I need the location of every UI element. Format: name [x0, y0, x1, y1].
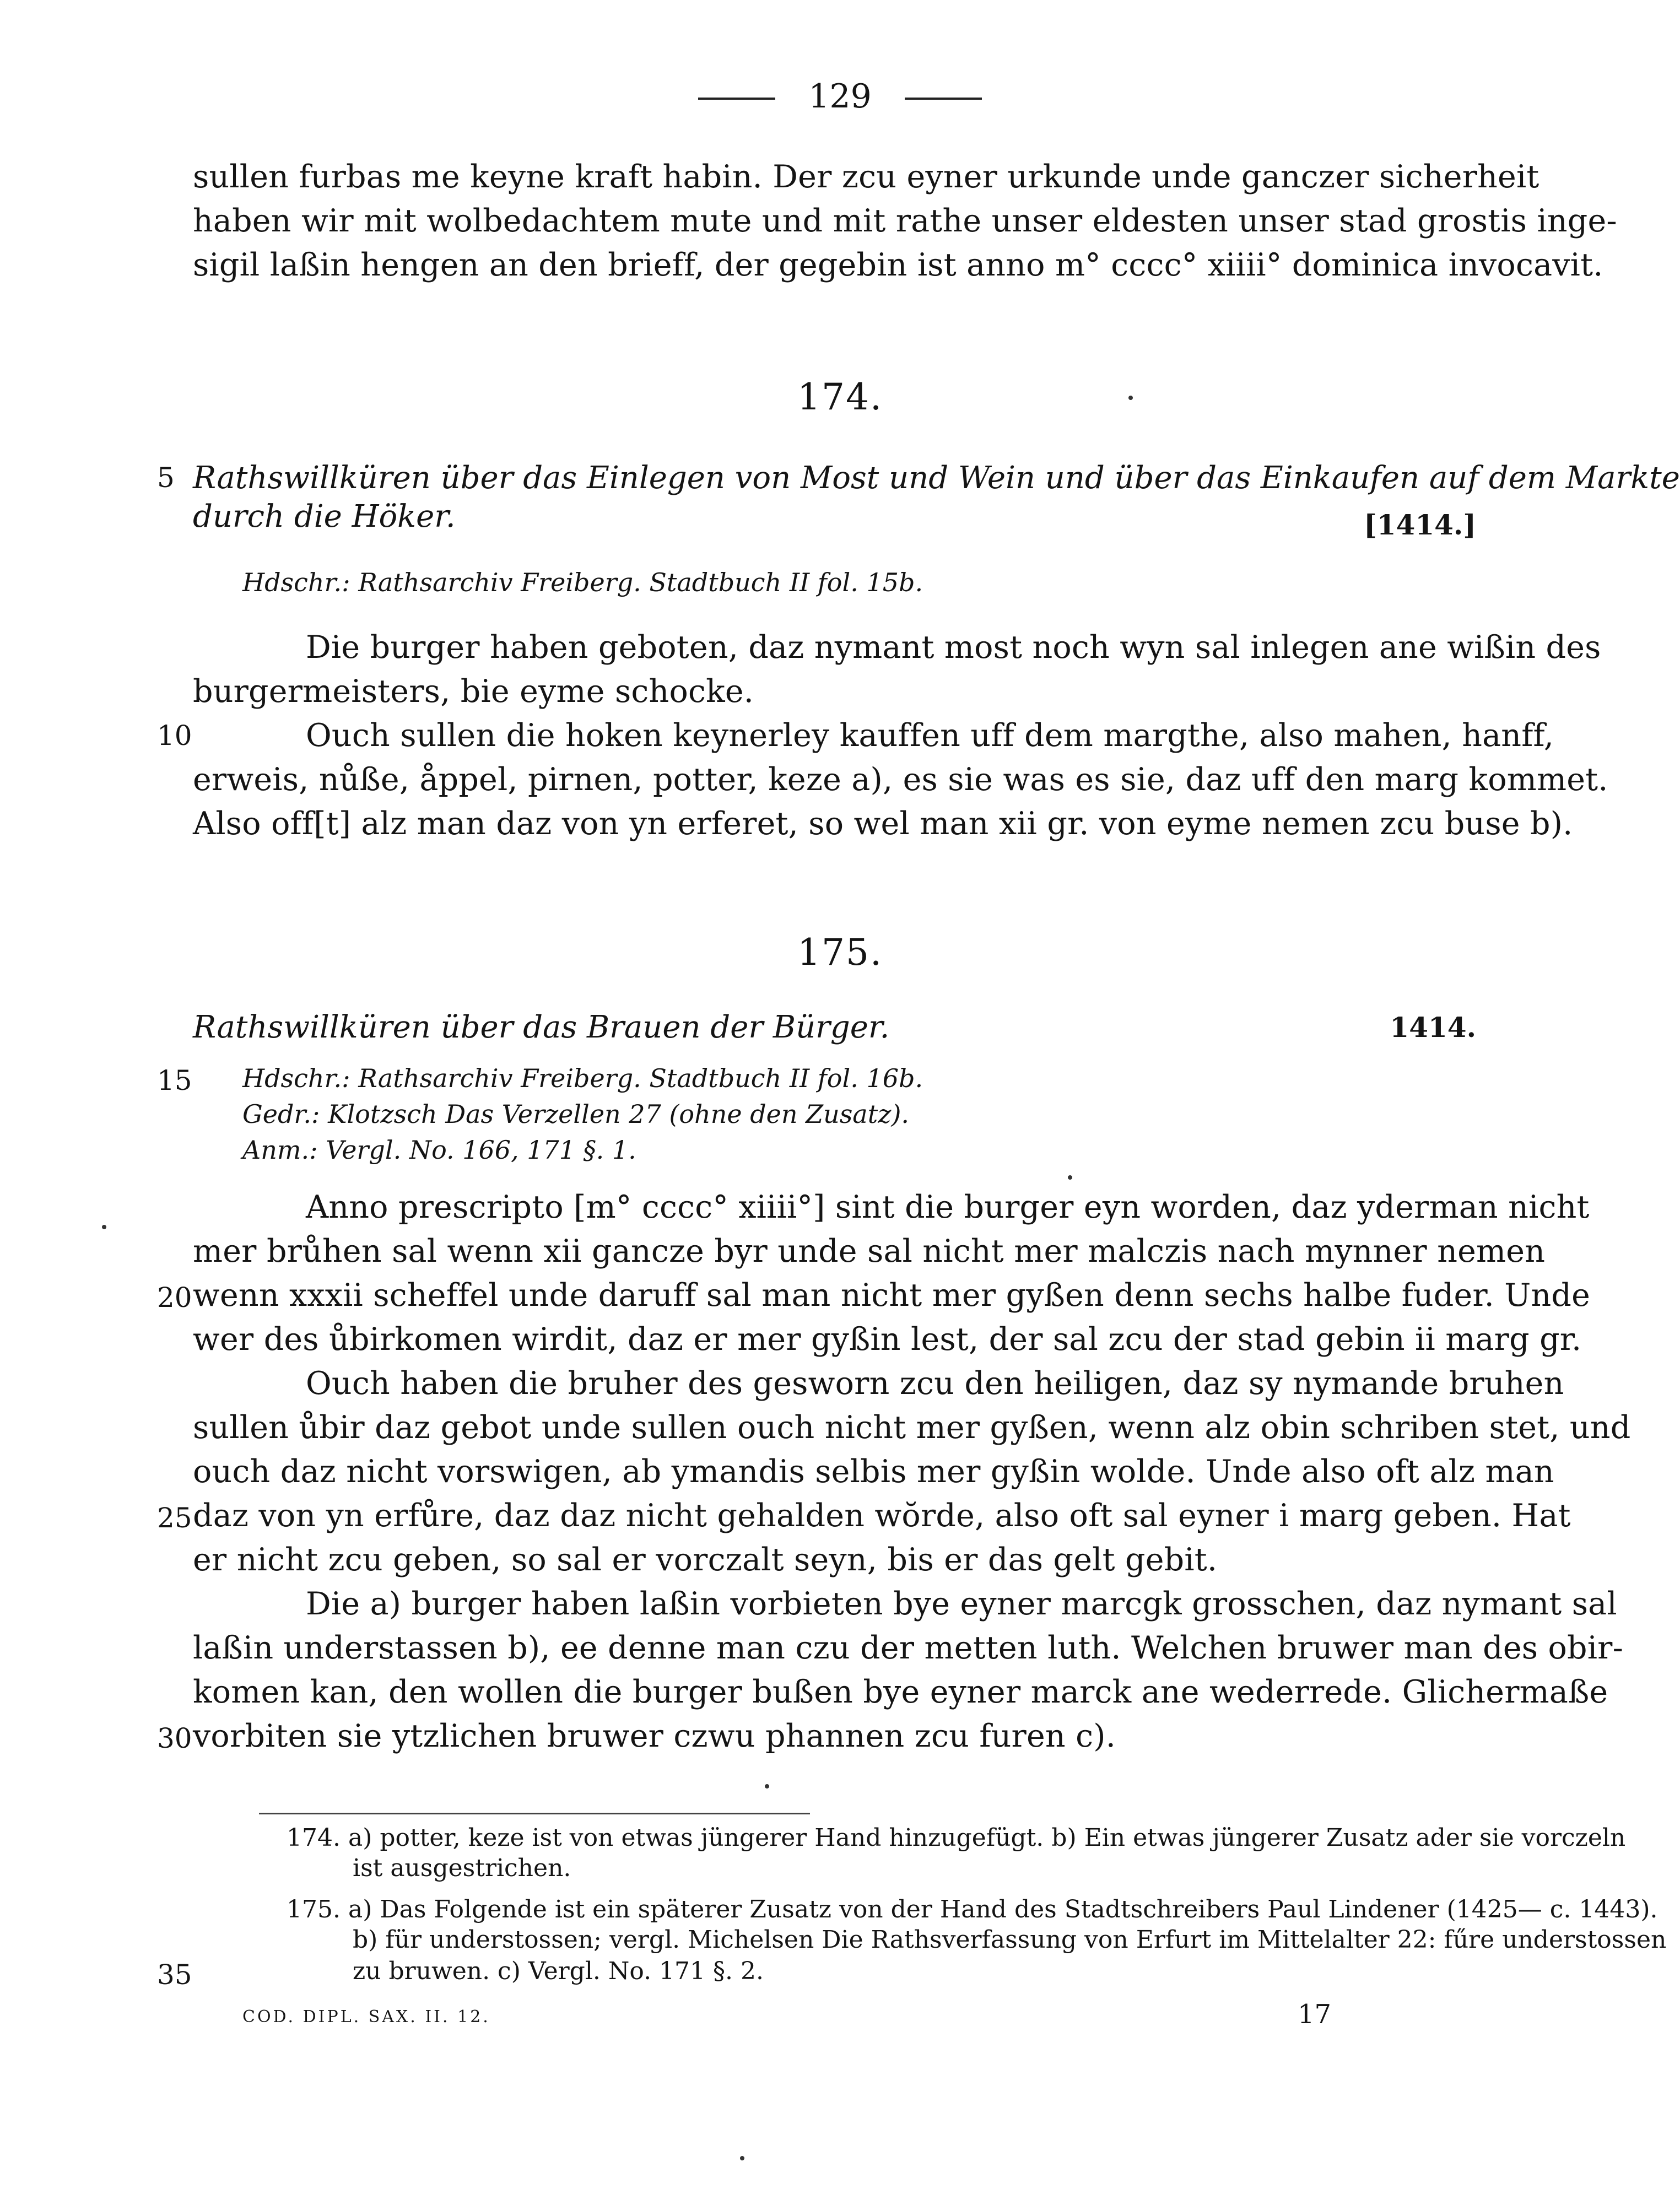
- line-number: 30: [157, 1722, 192, 1754]
- footnote-line: zu bruwen. c) Vergl. No. 171 §. 2.: [353, 1957, 764, 1985]
- scan-speck: [102, 1225, 106, 1229]
- rubric-174-line: durch die Höker.: [193, 499, 456, 534]
- document-number-174: 174.: [797, 376, 883, 418]
- document-number-175: 175.: [797, 931, 883, 974]
- rubric-174-line: Rathswillküren über das Einlegen von Most und Wein und über das Einkaufen auf dem Markte: [193, 460, 1680, 496]
- text-175-line: sullen ůbir daz gebot unde sullen ouch nicht mer gyßen, wenn alz obin schriben stet, und: [193, 1409, 1631, 1446]
- text-175-line: laßin understassen b), ee denne man czu der metten luth. Welchen bruwer man des obir-: [193, 1630, 1624, 1666]
- head-rule-right: [905, 98, 982, 100]
- line-number: 10: [157, 720, 192, 752]
- footnote-line: 174. a) potter, keze ist von etwas jüngerer Hand hinzugefügt. b) Ein etwas jüngerer Zusatz ader sie vorczeln: [287, 1824, 1626, 1852]
- rubric-175: Rathswillküren über das Brauen der Bürger.: [193, 1009, 890, 1045]
- running-head: [0, 77, 1680, 116]
- text-175-line: Ouch haben die bruher des gesworn zcu den heiligen, daz sy nymande bruhen: [306, 1365, 1564, 1402]
- text-174-line: Also off[t] alz man daz von yn erferet, so wel man xii gr. von eyme nemen zcu buse b).: [193, 806, 1573, 842]
- footnote-rule: [259, 1813, 810, 1814]
- page-number: 129: [808, 77, 872, 116]
- sheet-number: 17: [1298, 1999, 1332, 2030]
- scan-speck: [765, 1784, 769, 1788]
- footnote-line: ist ausgestrichen.: [353, 1854, 571, 1882]
- text-174-line: erweis, nůße, åppel, pirnen, potter, keze a), es sie was es sie, daz uff den marg kommet.: [193, 761, 1608, 798]
- source-175-line: Anm.: Vergl. No. 166, 171 §. 1.: [242, 1135, 636, 1165]
- text-175-line: ouch daz nicht vorswigen, ab ymandis selbis mer gyßin wolde. Unde also oft alz man: [193, 1453, 1554, 1490]
- source-175-line: Hdschr.: Rathsarchiv Freiberg. Stadtbuch II fol. 16b.: [242, 1063, 923, 1093]
- text-175-line: wenn xxxii scheffel unde daruff sal man nicht mer gyßen denn sechs halbe fuder. Unde: [193, 1277, 1591, 1314]
- sheet-signature: COD. DIPL. SAX. II. 12.: [242, 2007, 490, 2027]
- text-175-line: Die a) burger haben laßin vorbieten bye eyner marcgk grosschen, daz nymant sal: [306, 1586, 1617, 1622]
- line-number: 25: [157, 1502, 192, 1534]
- text-174-line: Ouch sullen die hoken keynerley kauffen uff dem margthe, also mahen, hanff,: [306, 717, 1554, 754]
- text-174-line: Die burger haben geboten, daz nymant most noch wyn sal inlegen ane wißin des: [306, 629, 1601, 666]
- line-number: 35: [157, 1959, 192, 1991]
- scan-speck: [1128, 396, 1133, 400]
- text-175-line: mer brůhen sal wenn xii gancze byr unde sal nicht mer malczis nach mynner nemen: [193, 1233, 1546, 1269]
- text-175-line: daz von yn erfůre, daz daz nicht gehalden wŏrde, also oft sal eyner i marg geben. Hat: [193, 1498, 1571, 1534]
- line-number: 15: [157, 1065, 192, 1096]
- text-175-line: vorbiten sie ytzlichen bruwer czwu phannen zcu furen c).: [193, 1718, 1116, 1754]
- line-number: 20: [157, 1282, 192, 1314]
- head-rule-left: [698, 98, 775, 100]
- source-174: Hdschr.: Rathsarchiv Freiberg. Stadtbuch II fol. 15b.: [242, 568, 923, 597]
- footnote-line: 175. a) Das Folgende ist ein späterer Zusatz von der Hand des Stadtschreibers Paul Lindener (1425— c. 1443).: [287, 1895, 1658, 1923]
- scan-speck: [740, 2156, 744, 2160]
- text-175-line: komen kan, den wollen die burger bußen bye eyner marck ane wederrede. Glichermaße: [193, 1674, 1608, 1710]
- date-175: 1414.: [1390, 1011, 1476, 1044]
- intro-line: haben wir mit wolbedachtem mute und mit rathe unser eldesten unser stad grostis inge-: [193, 203, 1617, 239]
- text-174-line: burgermeisters, bie eyme schocke.: [193, 673, 754, 710]
- text-175-line: er nicht zcu geben, so sal er vorczalt seyn, bis er das gelt gebit.: [193, 1542, 1218, 1578]
- scan-speck: [1068, 1175, 1072, 1180]
- source-175-line: Gedr.: Klotzsch Das Verzellen 27 (ohne den Zusatz).: [242, 1099, 910, 1129]
- text-175-line: wer des ůbirkomen wirdit, daz er mer gyßin lest, der sal zcu der stad gebin ii marg gr.: [193, 1321, 1582, 1358]
- footnote-line: b) für understossen; vergl. Michelsen Die Rathsverfassung von Erfurt im Mittelalter 22: fűre understossen: [353, 1926, 1667, 1954]
- date-174: [1414.]: [1364, 509, 1476, 541]
- intro-line: sullen furbas me keyne kraft habin. Der zcu eyner urkunde unde ganczer sicherheit: [193, 159, 1539, 195]
- text-175-line: Anno prescripto [m° cccc° xiiii°] sint die burger eyn worden, daz yderman nicht: [306, 1189, 1590, 1225]
- intro-line: sigil laßin hengen an den brieff, der gegebin ist anno m° cccc° xiiii° dominica invocavit.: [193, 247, 1603, 283]
- line-number: 5: [157, 462, 175, 494]
